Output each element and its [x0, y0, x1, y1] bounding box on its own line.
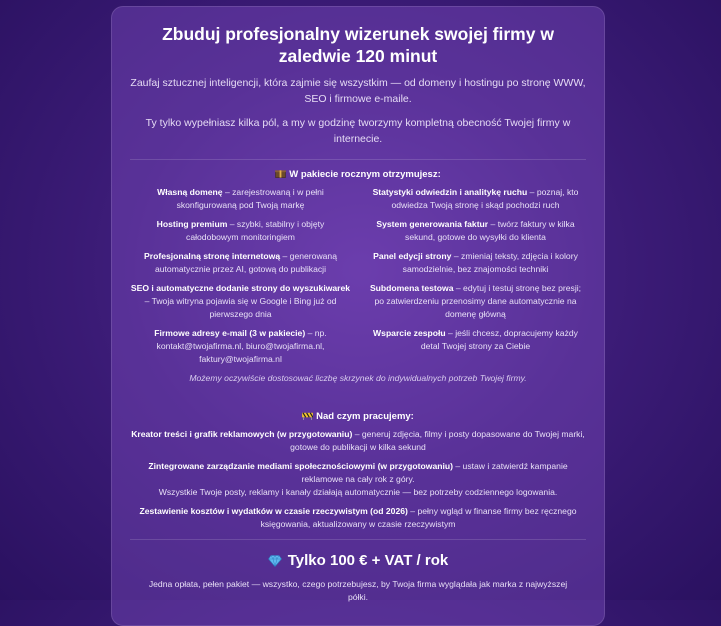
work-item: [130, 460, 586, 499]
work-item-name: Zestawienie kosztów i wydatków w czasie rzeczywistym (od 2026): [139, 506, 408, 516]
construction-icon: [302, 411, 313, 420]
price-heading: [130, 552, 586, 569]
page-title: Zbuduj profesjonalny wizerunek swojej firmy w zaledwie 120 minut: [162, 24, 554, 66]
work-list: [130, 428, 586, 531]
feature-description: – zmieniaj teksty, zdjęcia i kolory samodzielnie, bez znajomości techniki: [402, 251, 578, 274]
work-item-extra: Wszystkie Twoje posty, reklamy i kanały działają automatycznie — bez potrzeby codziennego logowania.: [158, 487, 558, 497]
feature-name: Własną domenę: [157, 187, 223, 197]
feature-description: – zarejestrowaną i w pełni skonfigurowaną pod Twoją markę: [176, 187, 324, 210]
offer-card: [111, 6, 605, 626]
package-feature-item: [130, 327, 351, 366]
package-section-title: [130, 169, 586, 180]
feature-name: Wsparcie zespołu: [373, 328, 446, 338]
package-features-grid: [130, 186, 586, 366]
feature-description: – np. kontakt@twojafirma.nl, biuro@twojafirma.nl, faktury@twojafirma.nl: [156, 328, 327, 364]
price-label: Tylko 100 € + VAT / rok: [287, 552, 449, 569]
work-item-description: – generuj zdjęcia, filmy i posty dopasowane do Twojej marki, gotowe do publikacji w kilka sekund: [290, 429, 585, 452]
work-title-text: Nad czym pracujemy:: [316, 411, 414, 422]
work-item-description: – ustaw i zatwierdź kampanie reklamowe na cały rok z góry.: [301, 461, 568, 484]
package-feature-item: [365, 186, 586, 212]
feature-name: Firmowe adresy e-mail (3 w pakiecie): [154, 328, 306, 338]
divider: [130, 539, 586, 540]
package-feature-item: [130, 282, 351, 321]
package-feature-item: [365, 250, 586, 276]
work-item-name: Kreator treści i grafik reklamowych (w przygotowaniu): [131, 429, 353, 439]
feature-description: – jeśli chcesz, dopracujemy każdy detal Twojej strony za Ciebie: [420, 328, 578, 351]
feature-name: SEO i automatyczne dodanie strony do wyszukiwarek: [130, 283, 351, 293]
package-feature-item: [130, 218, 351, 244]
package-feature-item: [365, 327, 586, 366]
work-item-name: Zintegrowane zarządzanie mediami społecznościowymi (w przygotowaniu): [148, 461, 453, 471]
divider: [130, 159, 586, 160]
feature-name: Statystyki odwiedzin i analitykę ruchu: [372, 187, 528, 197]
lead-text-secondary: Ty tylko wypełniasz kilka pól, a my w godzinę tworzymy kompletną obecność Twojej firmy w internecie.: [145, 117, 571, 145]
feature-name: Profesjonalną stronę internetową: [144, 251, 281, 261]
mailbox-note: Możemy oczywiście dostosować liczbę skrzynek do indywidualnych potrzeb Twojej firmy.: [189, 373, 527, 383]
price-description: Jedna opłata, pełen pakiet — wszystko, czego potrzebujesz, by Twoja firma wyglądała jak marka z najwyższej półki.: [148, 579, 568, 602]
feature-description: – poznaj, kto odwiedza Twoją stronę i skąd pochodzi ruch: [391, 187, 579, 210]
work-item: [130, 505, 586, 531]
work-item-description: – pełny wgląd w finanse firmy bez ręcznego księgowania, aktualizowany w czasie rzeczywistym: [260, 506, 577, 529]
feature-description: – Twoja witryna pojawia się w Google i Bing już od pierwszego dnia: [144, 296, 337, 319]
work-item: [130, 428, 586, 454]
feature-description: – twórz faktury w kilka sekund, gotowe do wysyłki do klienta: [405, 219, 575, 242]
package-feature-item: [365, 218, 586, 244]
lead-text: Zaufaj sztucznej inteligencji, która zajmie się wszystkim — od domeny i hostingu po stronę WWW, SEO i firmowe e-maile.: [130, 77, 586, 105]
feature-description: – generowaną automatycznie przez AI, gotową do publikacji: [154, 251, 337, 274]
feature-name: System generowania faktur: [376, 219, 489, 229]
feature-name: Panel edycji strony: [373, 251, 452, 261]
work-section-title: [130, 411, 586, 422]
package-feature-item: [130, 186, 351, 212]
feature-description: – szybki, stabilny i objęty całodobowym monitoringiem: [186, 219, 325, 242]
feature-description: – edytuj i testuj stronę bez presji; po zatwierdzeniu przenosimy dane automatycznie na domenę główną: [374, 283, 582, 319]
diamond-icon: [268, 555, 282, 567]
feature-name: Hosting premium: [156, 219, 228, 229]
gift-box-icon: [275, 169, 286, 178]
package-feature-item: [130, 250, 351, 276]
package-feature-item: [365, 282, 586, 321]
package-title-text: W pakiecie rocznym otrzymujesz:: [289, 169, 441, 180]
feature-name: Subdomena testowa: [369, 283, 454, 293]
